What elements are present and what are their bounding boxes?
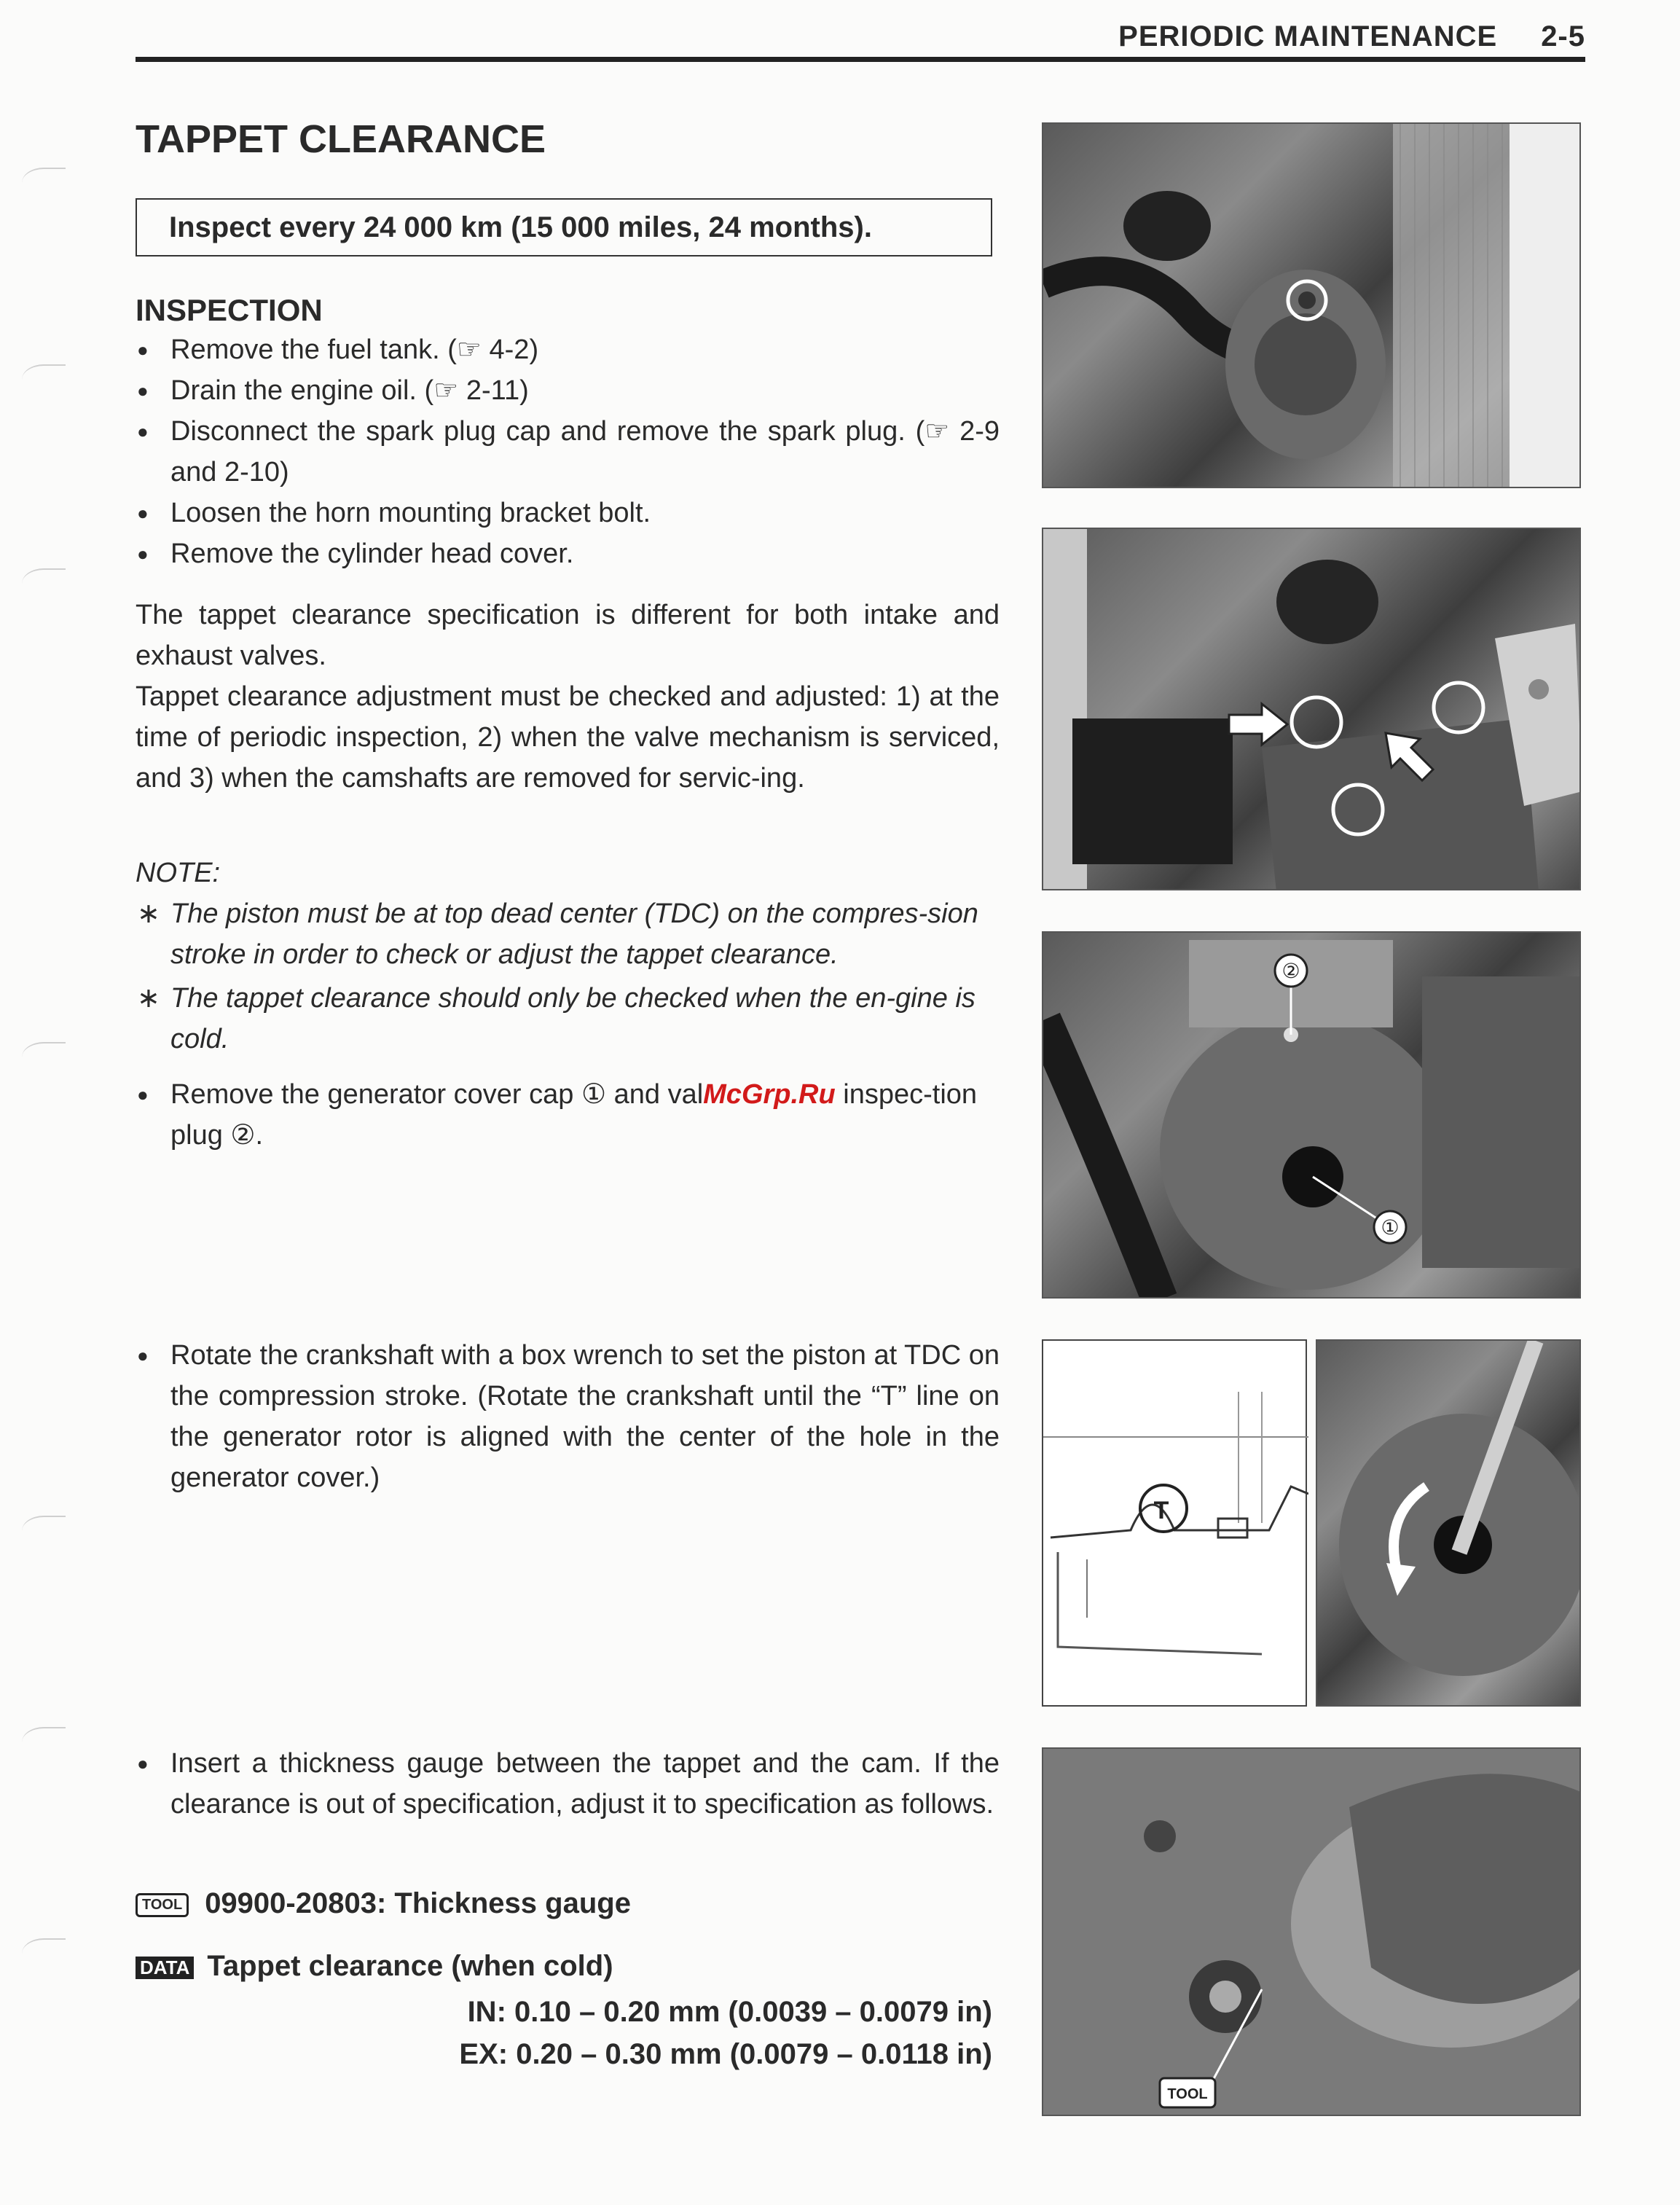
note-item: ∗ The tappet clearance should only be checked when the en-gine is cold. (136, 978, 1000, 1060)
margin-mark (22, 1938, 66, 1969)
list-item: ● Remove the fuel tank. (☞ 4-2) (136, 329, 1000, 370)
data-label: Tappet clearance (when cold) (207, 1950, 613, 1982)
gauge-step (136, 1743, 1000, 1825)
figure-thickness-gauge-photo (1042, 1747, 1581, 2116)
section-title: PERIODIC MAINTENANCE (1118, 20, 1498, 52)
tool-line (136, 1887, 631, 1920)
figure-tdc-line-art (1042, 1339, 1307, 1707)
figure-4-art (1043, 1341, 1308, 1708)
reference-icon: ☞ (433, 375, 459, 406)
page-number: 2-5 (1541, 20, 1585, 52)
list-item: ● Insert a thickness gauge between the tappet and the cam. If the clearance is out of specification, adjust it to specification as follows. (136, 1743, 1000, 1825)
list-item: ● Remove the cylinder head cover. (136, 533, 1000, 574)
tool-text: 09900-20803: Thickness gauge (205, 1887, 631, 1919)
note-label: NOTE: (136, 858, 221, 888)
figure-4b-art (1317, 1341, 1581, 1707)
t-mark: T (1153, 1497, 1169, 1524)
data-line (136, 1950, 613, 1983)
cover-step (136, 1074, 1000, 1156)
list-item: ● Loosen the horn mounting bracket bolt. (136, 493, 1000, 533)
list-item: ● Remove the generator cover cap ① and valMcGrp.Ru inspec-tion plug ②. (136, 1074, 1000, 1156)
figure-fuel-area-photo (1042, 122, 1581, 488)
figure-crank-rotate-photo (1316, 1339, 1581, 1707)
spec-values (136, 1991, 992, 2075)
margin-mark (22, 1042, 66, 1073)
spec-in: IN: 0.10 – 0.20 mm (0.0039 – 0.0079 in) (467, 1996, 992, 2028)
list-item: ● Rotate the crankshaft with a box wrench to set the piston at TDC on the compression stroke. (Rotate the crankshaft until the “T” line on the generator rotor is aligned with the center of the hole in the generator cover.) (136, 1335, 1000, 1498)
figure-1-art (1043, 124, 1581, 488)
callout-2: ② (1281, 960, 1300, 982)
reference-icon: ☞ (925, 416, 950, 447)
header-rule (136, 57, 1585, 62)
reference-icon: ☞ (456, 334, 482, 365)
figure-tool-label: TOOL (1167, 2086, 1208, 2102)
data-icon: DATA (136, 1957, 194, 1979)
figure-generator-cover-photo (1042, 931, 1581, 1299)
figure-5-art (1043, 1749, 1581, 2116)
adjust-paragraph: Tappet clearance adjustment must be checked and adjusted: 1) at the time of periodic inspection, 2) when the valve mechanism is serviced, and 3) when the camshafts are removed for servic-ing. (136, 681, 1000, 794)
list-item: ● Disconnect the spark plug cap and remove the spark plug. (☞ 2-9 and 2-10) (136, 411, 1000, 493)
list-item: ● Drain the engine oil. (☞ 2-11) (136, 370, 1000, 411)
watermark: McGrp.Ru (703, 1079, 836, 1110)
note-item: ∗ The piston must be at top dead center (TDC) on the compres-sion stroke in order to check or adjust the tappet clearance. (136, 893, 1000, 975)
spec-ex: EX: 0.20 – 0.30 mm (0.0079 – 0.0118 in) (459, 2038, 992, 2070)
margin-mark (22, 568, 66, 599)
rotate-step (136, 1335, 1000, 1498)
interval-box (136, 198, 992, 256)
figure-2-art (1043, 529, 1581, 890)
margin-mark (22, 1516, 66, 1546)
margin-mark (22, 1727, 66, 1758)
inspection-heading: INSPECTION (136, 293, 323, 327)
margin-mark (22, 364, 66, 395)
figure-horn-bracket-photo (1042, 528, 1581, 890)
margin-mark (22, 168, 66, 198)
callout-1: ① (1381, 1216, 1400, 1239)
spec-paragraph: The tappet clearance specification is different for both intake and exhaust valves. (136, 600, 1000, 671)
inspection-steps (136, 329, 1000, 574)
tool-icon: TOOL (136, 1893, 189, 1917)
interval-text: Inspect every 24 000 km (15 000 miles, 24 months). (169, 211, 872, 243)
page-header (1075, 20, 1585, 53)
page-title: TAPPET CLEARANCE (136, 117, 546, 161)
note-list (136, 893, 1000, 1060)
figure-3-art (1043, 933, 1581, 1299)
